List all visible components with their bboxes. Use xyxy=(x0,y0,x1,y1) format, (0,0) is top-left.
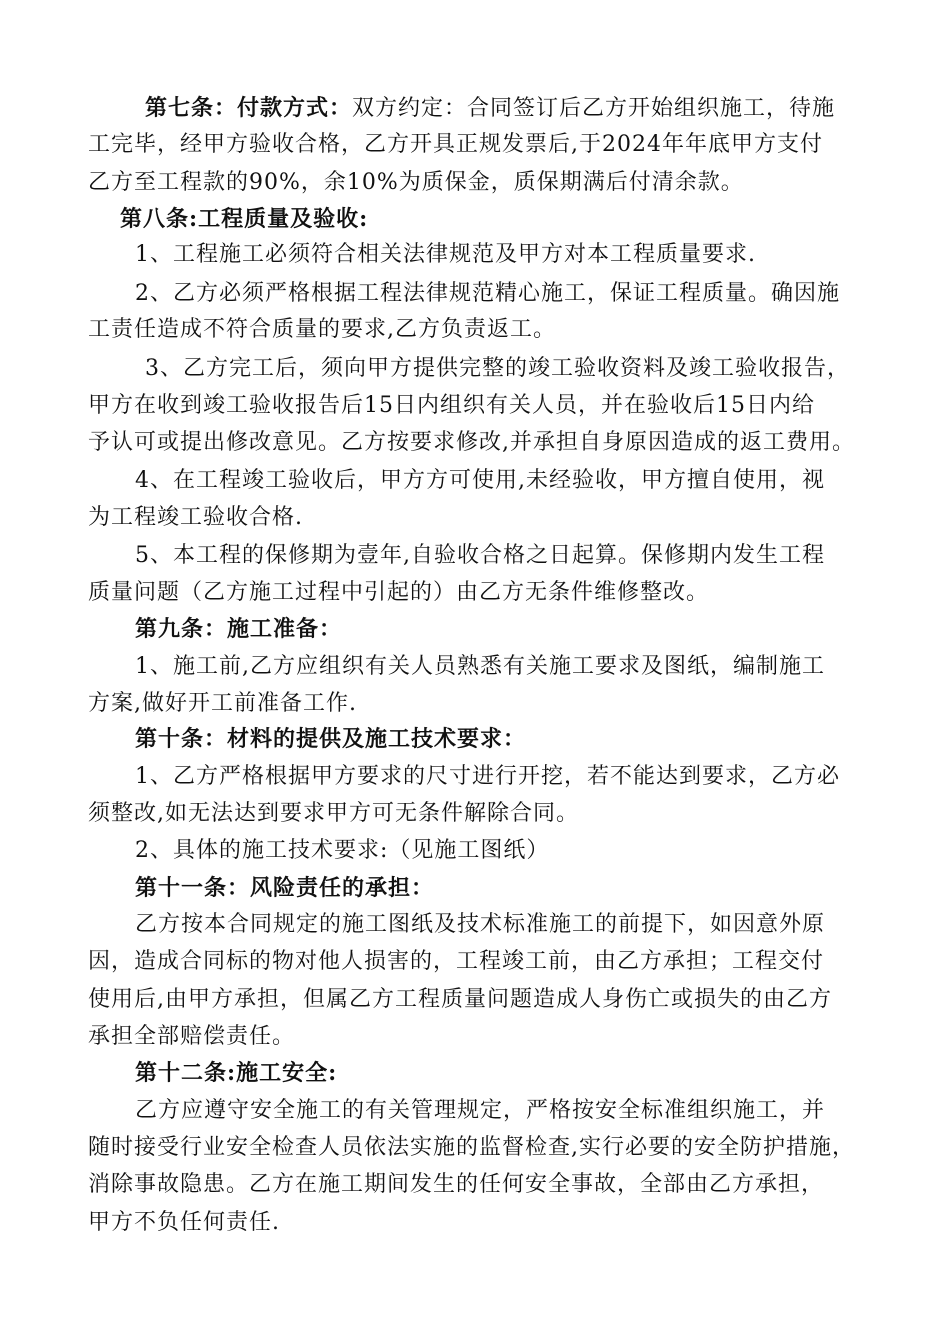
line-4 xyxy=(120,204,368,235)
line-21 xyxy=(135,836,549,866)
line-24 xyxy=(88,947,824,977)
line-19 xyxy=(135,762,840,792)
line-13 xyxy=(135,541,825,571)
line-25 xyxy=(88,985,832,1015)
article-11-heading: 第十一条：风险责任的承担： xyxy=(135,875,435,901)
article-7-text: 双方约定：合同签订后乙方开始组织施工，待施 xyxy=(352,96,836,121)
line-27 xyxy=(135,1058,337,1089)
line-5 xyxy=(135,240,756,270)
line-5-text: 1、工程施工必须符合相关法律规范及甲方对本工程质量要求. xyxy=(135,242,756,267)
line-28 xyxy=(135,1096,825,1126)
line-19-text: 1、乙方严格根据甲方要求的尺寸进行开挖，若不能达到要求，乙方必 xyxy=(135,764,840,789)
line-28-text: 乙方应遵守安全施工的有关管理规定，严格按安全标准组织施工，并 xyxy=(135,1098,826,1123)
line-18 xyxy=(135,724,526,755)
line-6 xyxy=(135,279,840,309)
line-16-text: 1、施工前,乙方应组织有关人员熟悉有关施工要求及图纸，编制施工 xyxy=(135,654,825,679)
line-9-text: 甲方在收到竣工验收报告后15日内组织有关人员，并在验收后15日内给 xyxy=(88,393,815,418)
line-11-text: 4、在工程竣工验收后，甲方方可使用,未经验收，甲方擅自使用，视 xyxy=(135,468,825,493)
line-14-text: 质量问题（乙方施工过程中引起的）由乙方无条件维修整改。 xyxy=(88,580,710,605)
line-31-text: 甲方不负任何责任. xyxy=(88,1210,280,1235)
line-20-text: 须整改,如无法达到要求甲方可无条件解除合同。 xyxy=(88,801,579,826)
line-17-text: 方案,做好开工前准备工作. xyxy=(88,691,357,716)
line-2-text: 工完毕，经甲方验收合格，乙方开具正规发票后,于2024年年底甲方支付 xyxy=(88,132,823,157)
line-14 xyxy=(88,578,709,608)
line-6-text: 2、乙方必须严格根据工程法律规范精心施工，保证工程质量。确因施 xyxy=(135,281,840,306)
line-10 xyxy=(88,428,855,458)
line-3 xyxy=(88,168,744,198)
line-26-text: 承担全部赔偿责任。 xyxy=(88,1024,296,1049)
line-22 xyxy=(135,873,434,904)
line-13-text: 5、本工程的保修期为壹年,自验收合格之日起算。保修期内发生工程 xyxy=(135,543,825,568)
line-7-text: 工责任造成不符合质量的要求,乙方负责返工。 xyxy=(88,317,556,342)
line-15 xyxy=(135,614,342,645)
article-12-heading: 第十二条:施工安全: xyxy=(135,1060,338,1086)
line-31 xyxy=(88,1208,280,1238)
article-10-heading: 第十条：材料的提供及施工技术要求： xyxy=(135,726,527,752)
line-8 xyxy=(145,354,850,384)
line-29 xyxy=(88,1133,855,1163)
line-1 xyxy=(145,93,835,124)
line-21-text: 2、具体的施工技术要求:（见施工图纸） xyxy=(135,838,550,863)
line-20 xyxy=(88,799,579,829)
line-12 xyxy=(88,503,303,533)
line-29-text: 随时接受行业安全检查人员依法实施的监督检查,实行必要的安全防护措施， xyxy=(88,1135,855,1160)
line-2 xyxy=(88,130,823,160)
line-8-text: 3、乙方完工后，须向甲方提供完整的竣工验收资料及竣工验收报告， xyxy=(145,356,850,381)
line-23 xyxy=(135,910,825,940)
line-23-text: 乙方按本合同规定的施工图纸及技术标准施工的前提下，如因意外原 xyxy=(135,912,826,937)
line-9 xyxy=(88,391,815,421)
line-26 xyxy=(88,1022,295,1052)
line-17 xyxy=(88,689,357,719)
line-10-text: 予认可或提出修改意见。乙方按要求修改,并承担自身原因造成的返工费用。 xyxy=(88,430,855,455)
article-9-heading: 第九条：施工准备： xyxy=(135,616,343,642)
line-24-text: 因，造成合同标的物对他人损害的，工程竣工前，由乙方承担；工程交付 xyxy=(88,949,825,974)
line-11 xyxy=(135,466,825,496)
line-30-text: 消除事故隐患。乙方在施工期间发生的任何安全事故，全部由乙方承担， xyxy=(88,1172,825,1197)
line-25-text: 使用后,由甲方承担，但属乙方工程质量问题造成人身伤亡或损失的由乙方 xyxy=(88,987,832,1012)
line-16 xyxy=(135,652,825,682)
line-3-text: 乙方至工程款的90%，余10%为质保金，质保期满后付清余款。 xyxy=(88,170,744,195)
article-8-heading: 第八条:工程质量及验收: xyxy=(120,206,369,232)
article-7-heading: 第七条：付款方式： xyxy=(145,95,353,121)
line-7 xyxy=(88,315,556,345)
line-12-text: 为工程竣工验收合格. xyxy=(88,505,303,530)
line-30 xyxy=(88,1170,824,1200)
